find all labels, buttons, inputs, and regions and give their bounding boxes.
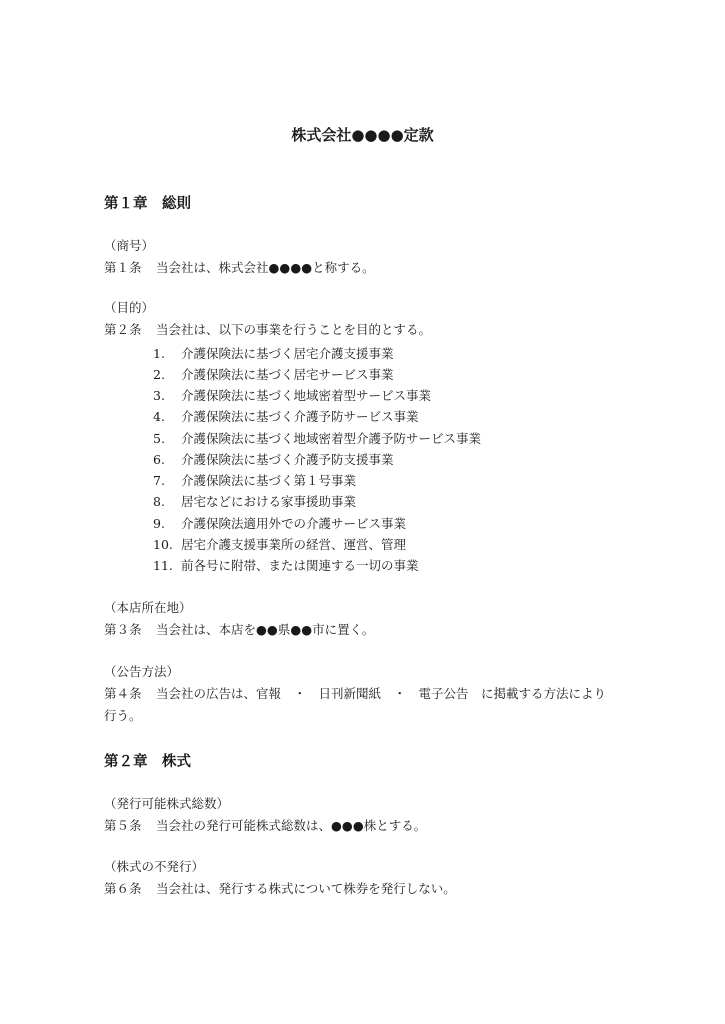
article-6 — [104, 879, 456, 897]
list-item-number: 9. — [153, 516, 165, 531]
list-item-text: 介護保険法に基づく居宅介護支援事業 — [181, 346, 394, 361]
article-1-number: 第１条 — [104, 260, 142, 275]
list-item — [153, 535, 406, 553]
article-4-continuation: 行う。 — [104, 708, 142, 723]
list-item — [153, 429, 481, 447]
list-item-number: 5. — [153, 431, 165, 446]
list-item-number: 4. — [153, 409, 165, 424]
list-item-text: 居宅介護支援事業所の経営、運営、管理 — [181, 537, 407, 552]
list-item-text: 介護保険法に基づく介護予防サービス事業 — [181, 409, 419, 424]
list-item-text: 居宅などにおける家事援助事業 — [181, 494, 357, 509]
article-3-text: 当会社は、本店を●●県●●市に置く。 — [156, 622, 375, 637]
article-6-text: 当会社は、発行する株式について株券を発行しない。 — [156, 881, 456, 896]
article-2-text: 当会社は、以下の事業を行うことを目的とする。 — [156, 322, 432, 337]
article-6-number: 第６条 — [104, 881, 142, 896]
list-item-text: 介護保険法に基づく第１号事業 — [181, 473, 357, 488]
list-item — [153, 514, 406, 532]
list-item — [153, 492, 356, 510]
article-6-caption: （株式の不発行） — [104, 859, 205, 874]
article-4-caption: （公告方法） — [104, 664, 180, 679]
article-4-number: 第４条 — [104, 686, 142, 701]
list-item — [153, 386, 431, 404]
list-item — [153, 407, 419, 425]
list-item-number: 2. — [153, 367, 165, 382]
list-item-text: 介護保険法に基づく地域密着型サービス事業 — [181, 388, 432, 403]
article-1-caption: （商号） — [104, 238, 155, 253]
list-item-number: 7. — [153, 473, 165, 488]
list-item-number: 11. — [153, 558, 173, 573]
list-item-text: 介護保険法に基づく地域密着型介護予防サービス事業 — [181, 431, 482, 446]
list-item-number: 3. — [153, 388, 165, 403]
list-item-number: 10. — [153, 537, 173, 552]
list-item-text: 前各号に附帯、または関連する一切の事業 — [181, 558, 419, 573]
article-4-text: 当会社の広告は、官報 ・ 日刊新聞紙 ・ 電子公告 に掲載する方法により — [156, 686, 607, 701]
chapter-1-heading: 第１章 総則 — [104, 196, 191, 212]
article-2 — [104, 320, 431, 338]
list-item-text: 介護保険法に基づく介護予防支援事業 — [181, 452, 394, 467]
article-1 — [104, 258, 375, 276]
list-item — [153, 556, 419, 574]
article-5-text: 当会社の発行可能株式総数は、●●●株とする。 — [156, 818, 427, 833]
list-item — [153, 365, 394, 383]
chapter-2-heading: 第２章 株式 — [104, 754, 191, 770]
article-5-caption: （発行可能株式総数） — [104, 796, 230, 811]
list-item-text: 介護保険法適用外での介護サービス事業 — [181, 516, 407, 531]
list-item — [153, 450, 394, 468]
list-item-text: 介護保険法に基づく居宅サービス事業 — [181, 367, 394, 382]
article-1-text: 当会社は、株式会社●●●●と称する。 — [156, 260, 375, 275]
article-3 — [104, 620, 374, 638]
list-item-number: 8. — [153, 494, 165, 509]
article-4 — [104, 684, 606, 702]
list-item-number: 1. — [153, 346, 165, 361]
article-3-number: 第３条 — [104, 622, 142, 637]
article-5 — [104, 816, 426, 834]
article-2-caption: （目的） — [104, 300, 155, 315]
article-5-number: 第５条 — [104, 818, 142, 833]
document-title: 株式会社●●●●定款 — [291, 126, 434, 144]
list-item-number: 6. — [153, 452, 165, 467]
article-3-caption: （本店所在地） — [104, 600, 192, 615]
list-item — [153, 344, 394, 362]
article-2-number: 第２条 — [104, 322, 142, 337]
list-item — [153, 471, 356, 489]
